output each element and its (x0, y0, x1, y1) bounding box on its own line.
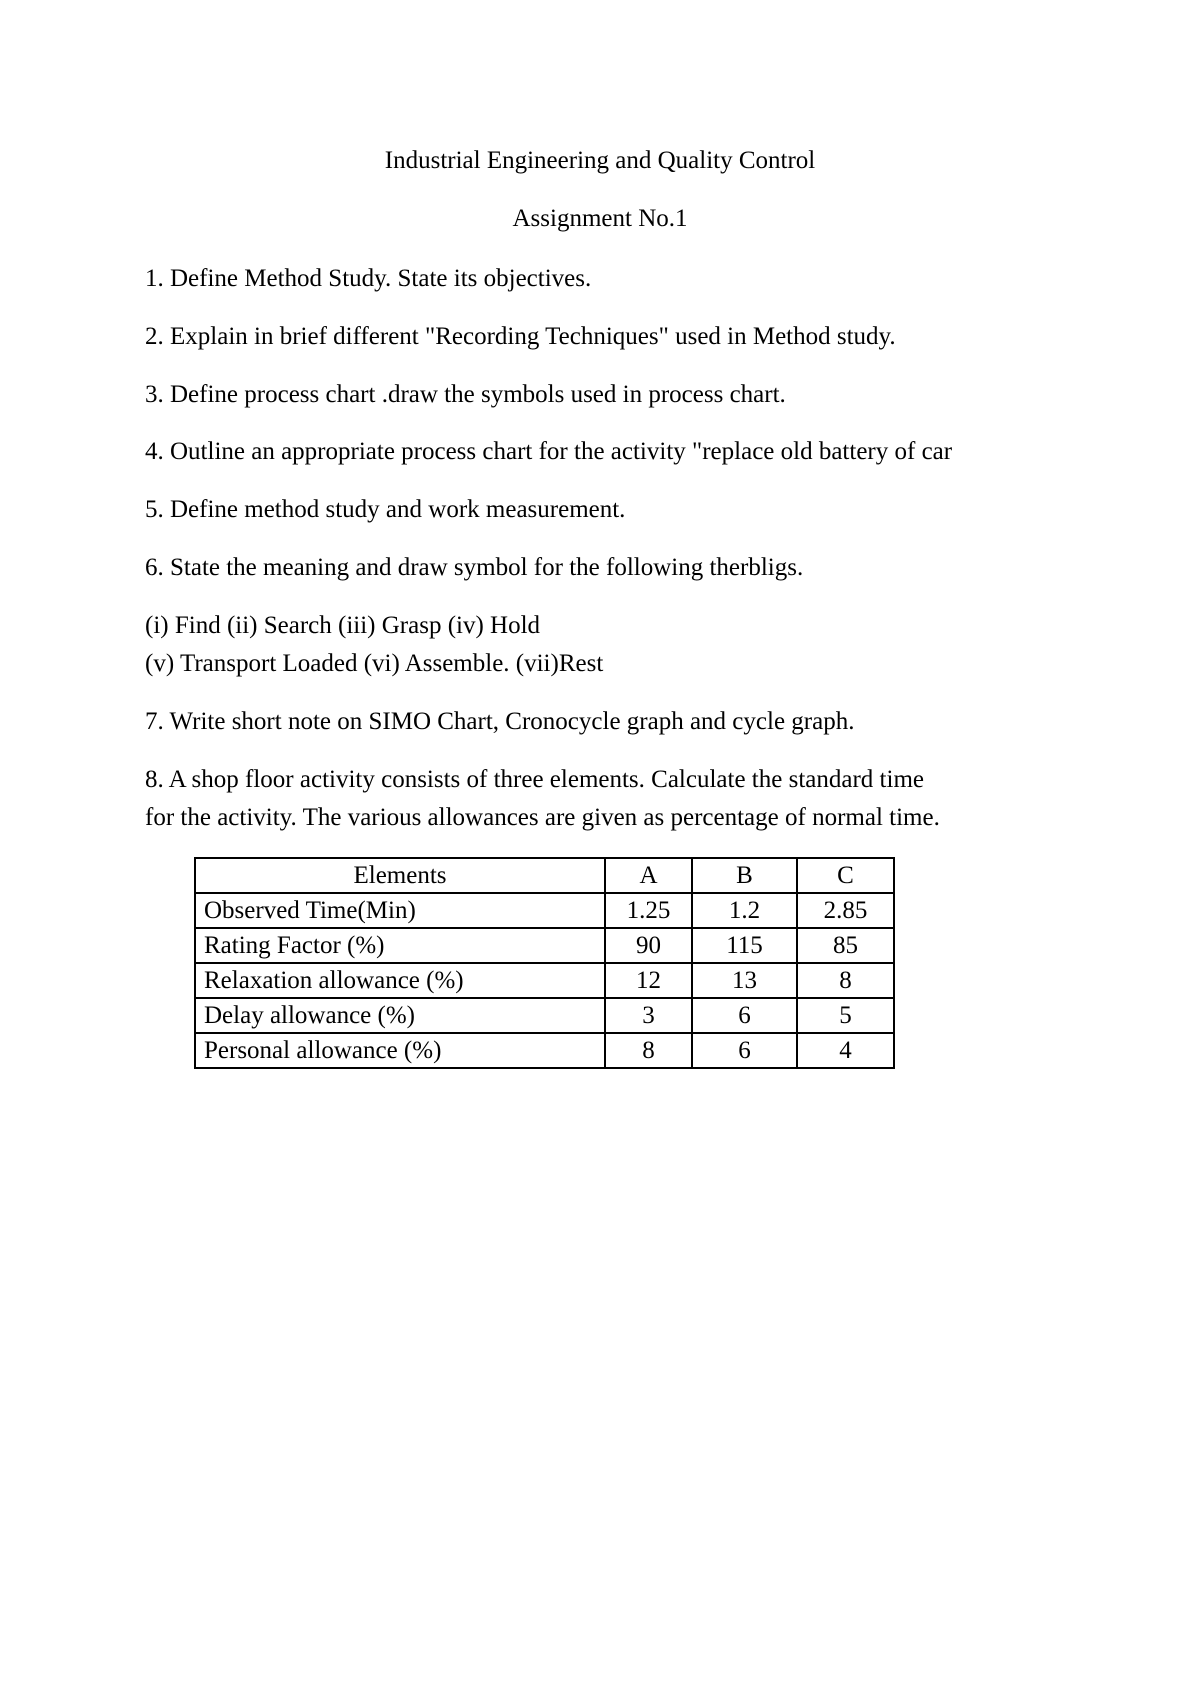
table-header-cell: B (692, 858, 797, 893)
table-cell: 85 (797, 928, 894, 963)
question-5: 5. Define method study and work measurement. (145, 496, 626, 523)
table-cell: Observed Time(Min) (195, 893, 605, 928)
table-cell: 13 (692, 963, 797, 998)
table-cell: 6 (692, 1033, 797, 1068)
table-header-cell: A (605, 858, 692, 893)
table-header-cell: C (797, 858, 894, 893)
question-7: 7. Write short note on SIMO Chart, Cronocycle graph and cycle graph. (145, 708, 855, 735)
question-8-line-2: for the activity. The various allowances are given as percentage of normal time. (145, 804, 940, 831)
table-cell: 1.2 (692, 893, 797, 928)
table-header-row (195, 858, 894, 893)
table-cell: Rating Factor (%) (195, 928, 605, 963)
table-cell: 5 (797, 998, 894, 1033)
question-1: 1. Define Method Study. State its objectives. (145, 265, 592, 292)
table-cell: 3 (605, 998, 692, 1033)
question-6-list-line-1: (i) Find (ii) Search (iii) Grasp (iv) Hold (145, 612, 541, 639)
table-cell: 4 (797, 1033, 894, 1068)
question-4: 4. Outline an appropriate process chart for the activity "replace old battery of car (145, 438, 953, 465)
table-cell: 115 (692, 928, 797, 963)
table-row (195, 928, 894, 963)
elements-table (194, 857, 895, 1069)
question-2: 2. Explain in brief different "Recording Techniques" used in Method study. (145, 323, 896, 350)
question-3: 3. Define process chart .draw the symbols used in process chart. (145, 381, 786, 408)
table-cell: 8 (797, 963, 894, 998)
table-cell: 2.85 (797, 893, 894, 928)
table-cell: Delay allowance (%) (195, 998, 605, 1033)
question-6-list-line-2: (v) Transport Loaded (vi) Assemble. (vii)Rest (145, 650, 604, 677)
table-cell: 1.25 (605, 893, 692, 928)
table-cell: 6 (692, 998, 797, 1033)
table-cell: Relaxation allowance (%) (195, 963, 605, 998)
table-header-cell: Elements (195, 858, 605, 893)
table-cell: 12 (605, 963, 692, 998)
table-row (195, 998, 894, 1033)
table-cell: 8 (605, 1033, 692, 1068)
table-row (195, 963, 894, 998)
table-cell: Personal allowance (%) (195, 1033, 605, 1068)
question-6: 6. State the meaning and draw symbol for the following therbligs. (145, 554, 804, 581)
question-8-line-1: 8. A shop floor activity consists of three elements. Calculate the standard time (145, 766, 924, 793)
assignment-number: Assignment No.1 (512, 205, 688, 232)
document-title: Industrial Engineering and Quality Control (384, 147, 816, 174)
table-row (195, 893, 894, 928)
table-cell: 90 (605, 928, 692, 963)
table-row (195, 1033, 894, 1068)
